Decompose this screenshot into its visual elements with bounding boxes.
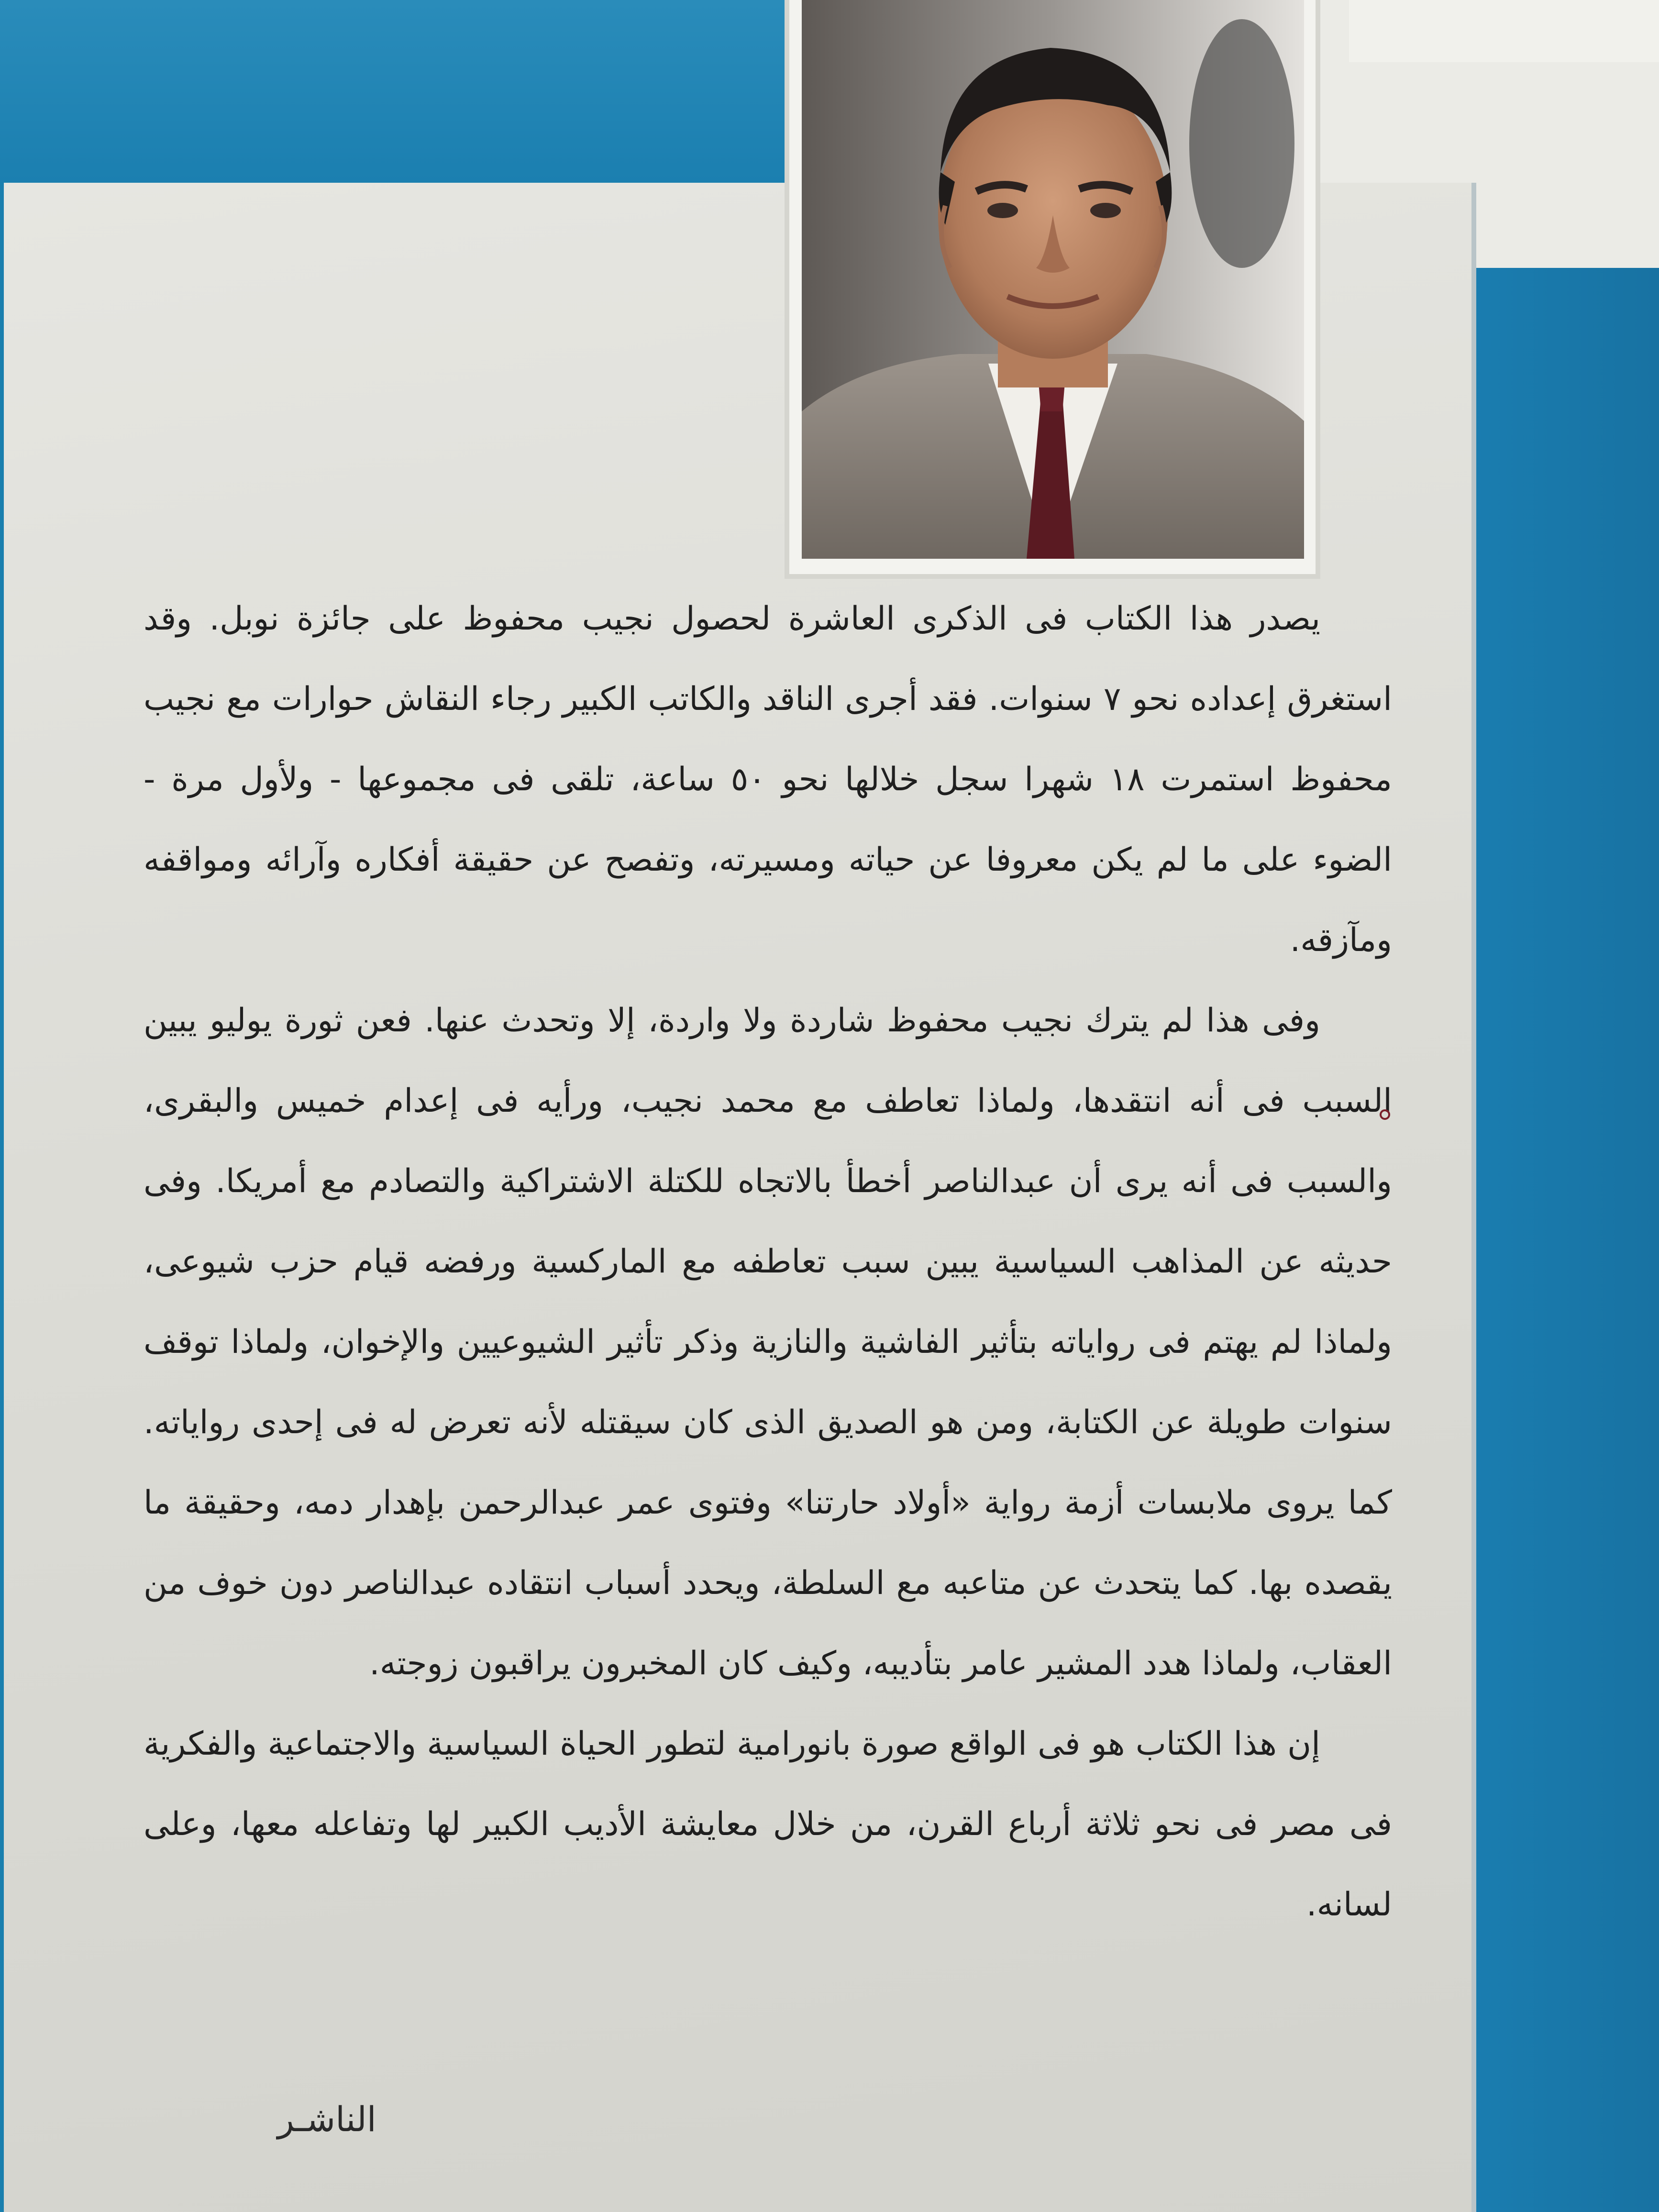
publisher-signature: الناشـر xyxy=(277,2099,376,2139)
author-portrait-icon xyxy=(802,0,1304,559)
blurb-paragraph-2: وفى هذا لم يترك نجيب محفوظ شاردة ولا واردة، إلا وتحدث عنها. فعن ثورة يوليو يبين السبب فى أنه انتقدها، ولماذا تعاطف مع محمد نجيب، ورأيه فى إعدام خميس والبقرى، والسبب فى أنه يرى أن عبدالناصر أخطأ بالاتجاه للكتلة الاشتراكية والتصادم مع أمريكا. وفى حديثه عن المذاهب السياسية يبين سبب تعاطفه مع الماركسية ورفضه قيام حزب شيوعى، ولماذا لم يهتم فى رواياته بتأثير الفاشية والنازية وذكر تأثير الشيوعيين والإخوان، ولماذا توقف سنوات طويلة عن الكتابة، ومن هو الصديق الذى كان سيقتله لأنه تعرض له فى إحدى رواياته. كما يروى ملابسات أزمة رواية «أولاد حارتنا» وفتوى عمر عبدالرحمن بإهدار دمه، وحقيقة ما يقصده بها. كما يتحدث عن متاعبه مع السلطة، ويحدد أسباب انتقاده عبدالناصر دون خوف من العقاب، ولماذا هدد المشير عامر بتأديبه، وكيف كان المخبرون يراقبون زوجته. xyxy=(144,1002,1392,1682)
book-blurb xyxy=(144,579,1392,1945)
back-card-highlight xyxy=(1349,0,1659,62)
blurb-paragraph-3: إن هذا الكتاب هو فى الواقع صورة بانورامية لتطور الحياة السياسية والاجتماعية والفكرية فى مصر فى نحو ثلاثة أرباع القرن، من خلال معايشة الأديب الكبير لها وتفاعله معها، وعلى لسانه. xyxy=(144,1725,1392,1924)
ink-spot-icon xyxy=(1378,1107,1392,1122)
blurb-paragraph-1: يصدر هذا الكتاب فى الذكرى العاشرة لحصول نجيب محفوظ على جائزة نوبل. وقد استغرق إعداده نحو ٧ سنوات. فقد أجرى الناقد والكاتب الكبير رجاء النقاش حوارات مع نجيب محفوظ استمرت ١٨ شهرا سجل خلالها نحو ٥٠ ساعة، تلقى فى مجموعها - ولأول مرة - الضوء على ما لم يكن معروفا عن حياته ومسيرته، وتفصح عن حقيقة أفكاره وآرائه ومواقفه ومآزقه. xyxy=(144,600,1392,959)
cover-right-edge xyxy=(1471,268,1659,2212)
